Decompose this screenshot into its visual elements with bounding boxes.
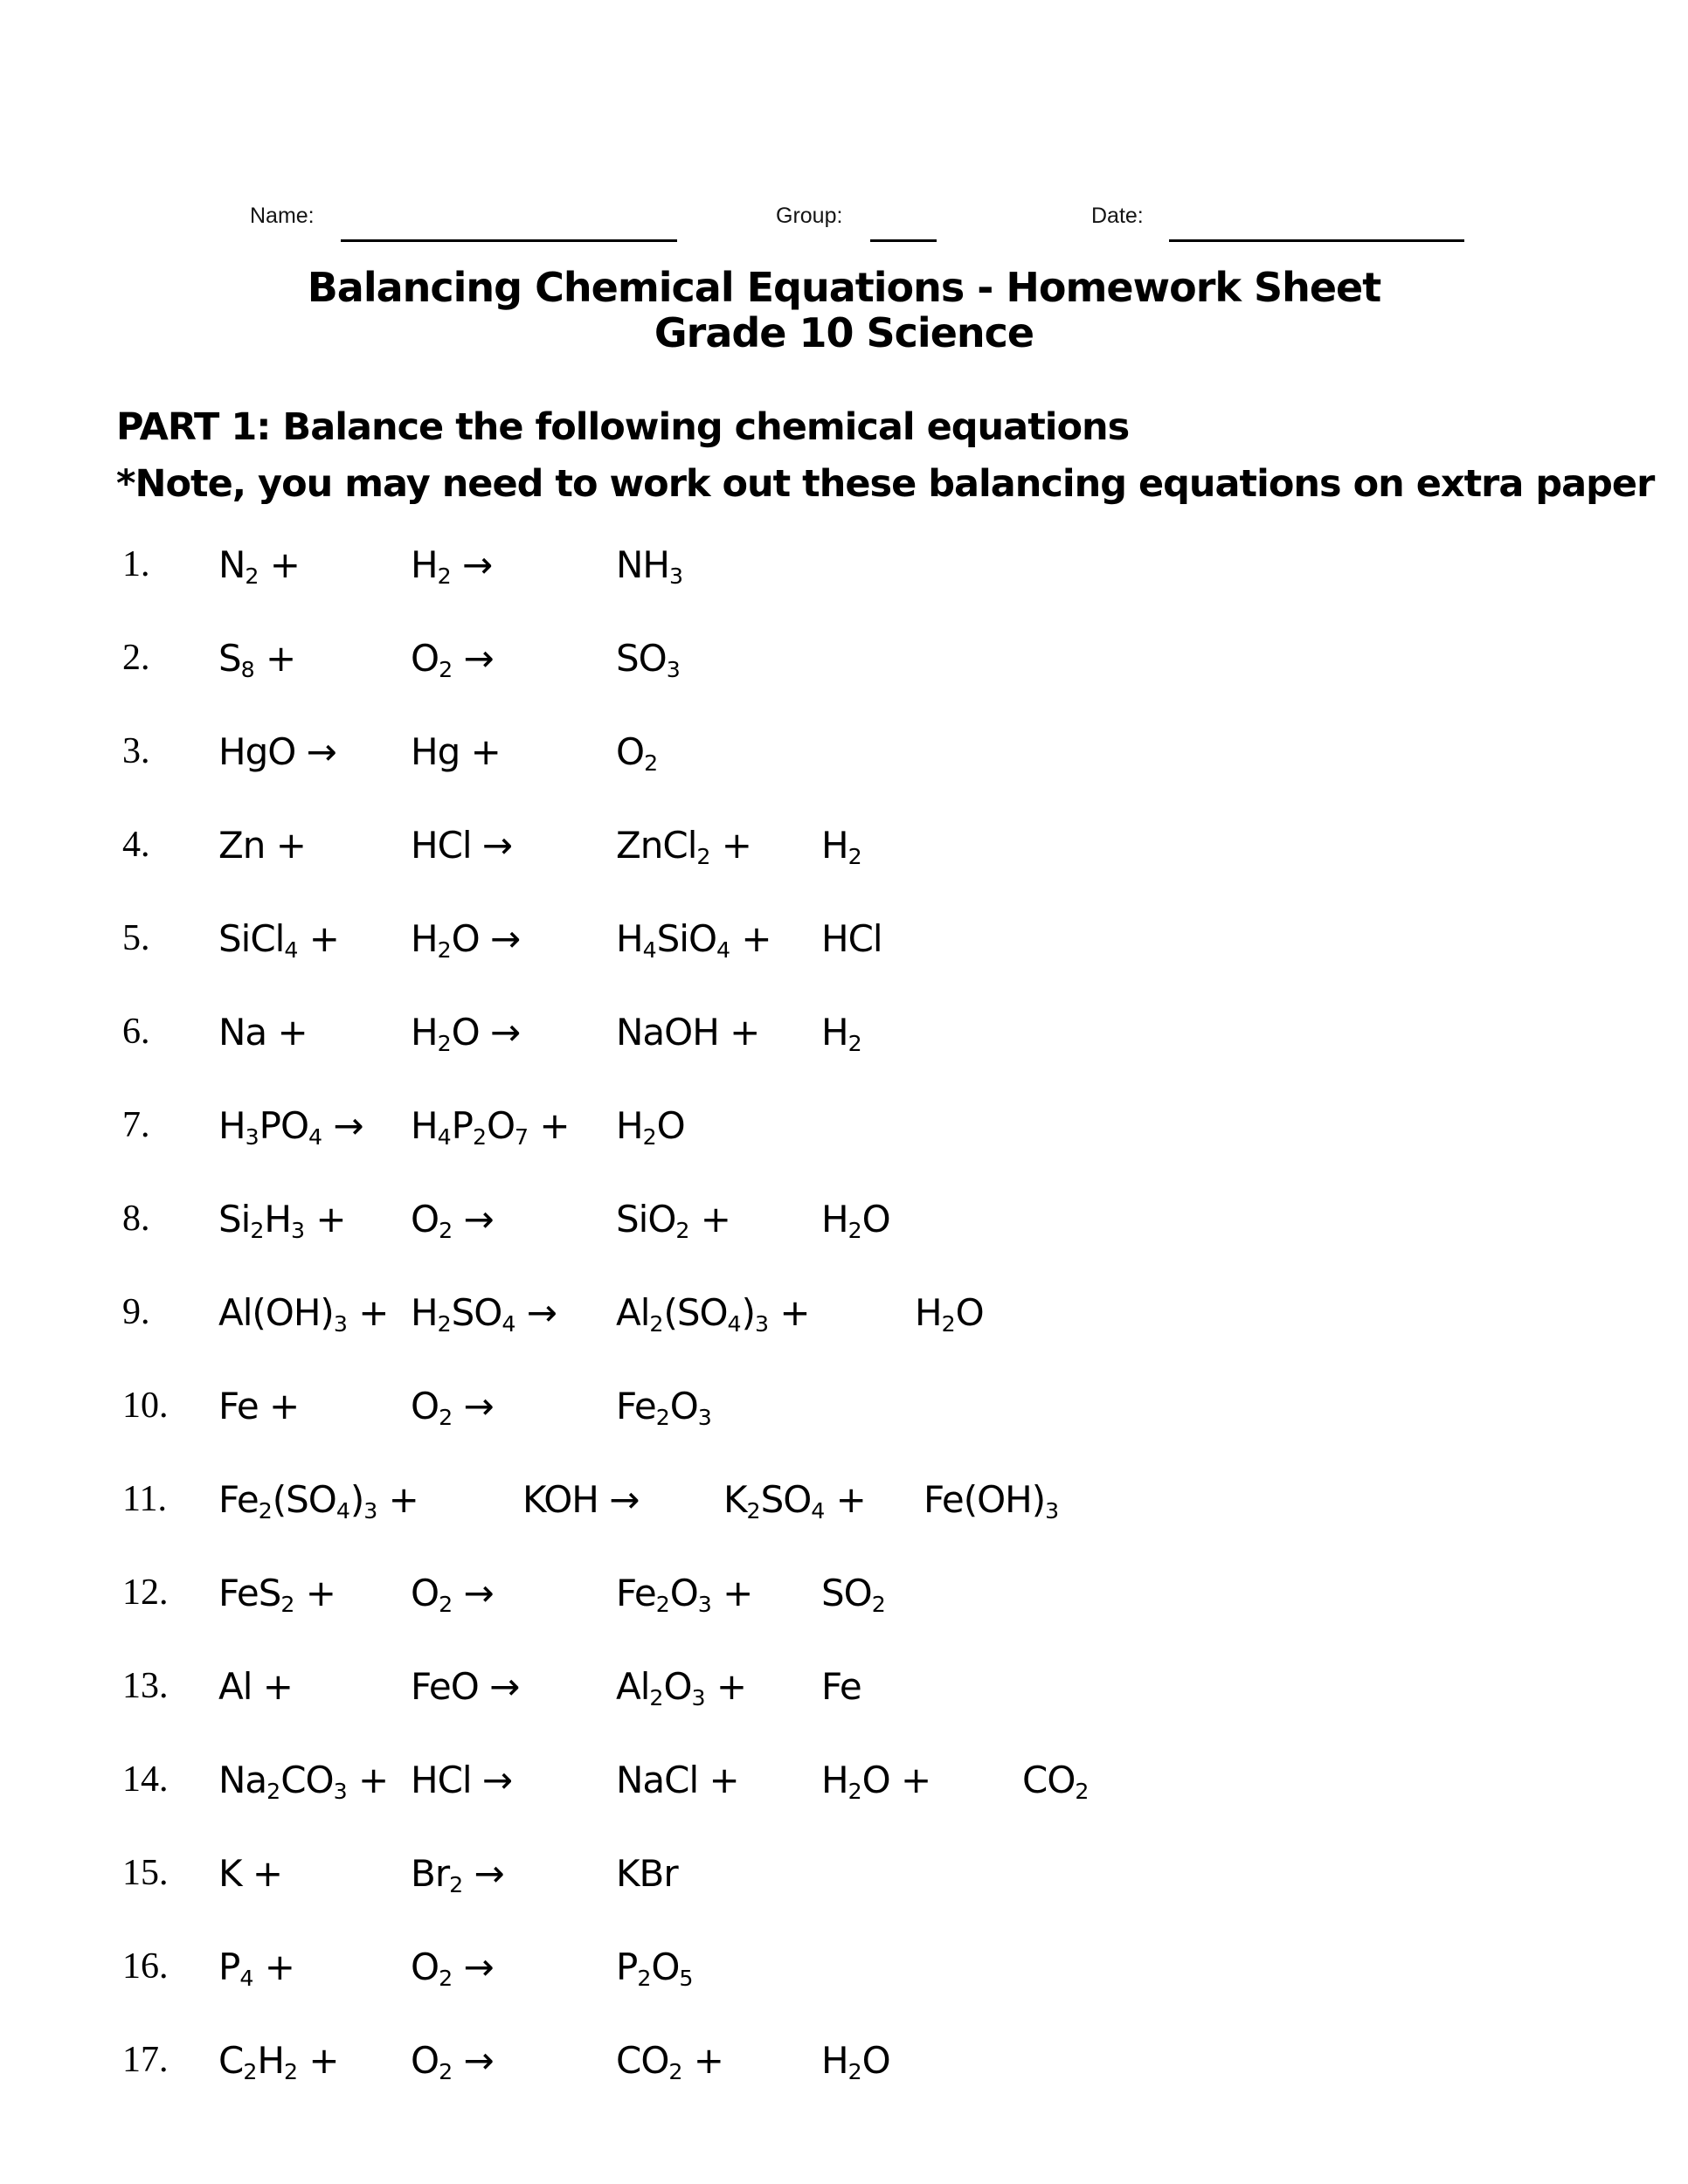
page-title (0, 265, 1688, 356)
equation-row (0, 1946, 1688, 2008)
equation-row (0, 917, 1688, 980)
group-field-line[interactable] (870, 211, 937, 242)
equation-term: $H_2O$ (821, 1198, 890, 1244)
equation-number: 1. (122, 544, 150, 584)
part1-heading: PART 1: Balance the following chemical equations (116, 405, 1130, 449)
equation-term: NaOH + (616, 1011, 760, 1054)
equation-row (0, 1759, 1688, 1821)
name-field-line[interactable] (341, 211, 677, 242)
equation-term: ZnCl$_2$ + (616, 824, 751, 870)
equation-term: $H_2O$ → (411, 1011, 521, 1057)
equation-term: $CO_2$ + (616, 2039, 723, 2085)
equation-term: $Al_2(SO_4)_3$ + (616, 1291, 810, 1337)
equation-row (0, 1478, 1688, 1541)
equation-number: 7. (122, 1105, 150, 1145)
equation-term: $O_2$ → (411, 1385, 494, 1431)
equation-term: $Al_2O_3$ + (616, 1665, 747, 1711)
equation-term: Hg + (411, 730, 501, 773)
equation-term: $H_2O$ (915, 1291, 984, 1337)
equation-term: HgO → (218, 730, 336, 773)
equation-term: $Br_2$ → (411, 1852, 504, 1898)
equation-term: $Fe(OH)_3$ (924, 1478, 1060, 1524)
equation-term: NaCl + (616, 1759, 739, 1801)
equation-term: $N_2$ + (218, 543, 300, 590)
equation-term: $P_2O_5$ (616, 1946, 694, 1992)
equation-term: $H_2O$ (616, 1104, 685, 1151)
equation-term: $P_4$ + (218, 1946, 294, 1992)
equation-row (0, 1104, 1688, 1167)
date-field-line[interactable] (1169, 211, 1464, 242)
equation-number: 15. (122, 1853, 169, 1893)
equation-row (0, 1665, 1688, 1728)
equation-row (0, 1385, 1688, 1448)
equation-term: $H_4SiO_4$ + (616, 917, 771, 964)
equation-term: $Fe_2O_3$ (616, 1385, 712, 1431)
equation-term: $H_2O$ → (411, 917, 521, 964)
name-label: Name: (250, 204, 315, 228)
equation-term: $Fe_2(SO_4)_3$ + (218, 1478, 419, 1524)
equation-number: 13. (122, 1666, 169, 1706)
equation-term: $O_2$ → (411, 2039, 494, 2085)
equation-term: $H_2SO_4$ → (411, 1291, 557, 1337)
equation-term: Na + (218, 1011, 308, 1054)
equation-number: 9. (122, 1292, 150, 1332)
equation-term: Zn + (218, 824, 306, 867)
equation-term: $Fe_2O_3$ + (616, 1572, 753, 1618)
equation-term: $O_2$ → (411, 1198, 494, 1244)
equation-row (0, 1852, 1688, 1915)
equation-number: 8. (122, 1199, 150, 1239)
equation-term: KOH → (522, 1478, 640, 1521)
equation-number: 6. (122, 1012, 150, 1052)
equation-term: $Al(OH)_3$ + (218, 1291, 389, 1337)
equation-row (0, 637, 1688, 700)
equation-number: 2. (122, 638, 150, 678)
equation-row (0, 730, 1688, 793)
equation-term: $SO_2$ (821, 1572, 886, 1618)
equation-row (0, 1572, 1688, 1635)
equation-term: $Si_2H_3$ + (218, 1198, 346, 1244)
equation-term: $H_2O$ (821, 2039, 890, 2085)
group-label: Group: (776, 204, 843, 228)
equation-number: 5. (122, 918, 150, 958)
equation-term: Fe (821, 1665, 861, 1708)
equation-term: SiO$_2$ + (616, 1198, 730, 1244)
equation-row (0, 543, 1688, 606)
equation-row (0, 824, 1688, 887)
equation-term: HCl → (411, 1759, 513, 1801)
equation-term: $H_2$ → (411, 543, 493, 590)
equation-term: SiCl$_4$ + (218, 917, 339, 964)
equation-term: $H_4P_2O_7$ + (411, 1104, 570, 1151)
equation-term: $Na_2CO_3$ + (218, 1759, 389, 1805)
equation-number: 4. (122, 825, 150, 865)
equation-term: $K_2SO_4$ + (723, 1478, 866, 1524)
equation-term: $H_2$ (821, 824, 862, 870)
equation-term: $O_2$ → (411, 1946, 494, 1992)
equation-number: 11. (122, 1479, 167, 1519)
equation-term: $O_2$ → (411, 1572, 494, 1618)
equation-number: 12. (122, 1572, 169, 1613)
equation-term: KBr (616, 1852, 678, 1895)
equation-row (0, 1011, 1688, 1074)
equation-term: $SO_3$ (616, 637, 681, 683)
equation-term: $S_8$ + (218, 637, 296, 683)
equation-number: 3. (122, 731, 150, 771)
equation-number: 16. (122, 1946, 169, 1987)
equation-term: $H_3PO_4$ → (218, 1104, 363, 1151)
page-title-line2: Grade 10 Science (654, 309, 1034, 356)
equation-term: Al + (218, 1665, 293, 1708)
equation-term: $O_2$ → (411, 637, 494, 683)
equation-term: $H_2O$ + (821, 1759, 931, 1805)
equation-term: $O_2$ (616, 730, 659, 777)
equation-term: FeO → (411, 1665, 520, 1708)
page-title-line1: Balancing Chemical Equations - Homework Sheet (307, 264, 1381, 311)
equation-row (0, 1198, 1688, 1261)
equation-number: 17. (122, 2040, 169, 2080)
equation-row (0, 1291, 1688, 1354)
equation-term: $NH_3$ (616, 543, 684, 590)
equation-term: K + (218, 1852, 283, 1895)
equation-term: $CO_2$ (1022, 1759, 1090, 1805)
equation-term: HCl → (411, 824, 513, 867)
equation-number: 10. (122, 1386, 169, 1426)
part1-note: *Note, you may need to work out these balancing equations on extra paper (116, 462, 1655, 506)
equation-row (0, 2039, 1688, 2102)
equation-term: HCl (821, 917, 882, 960)
equation-number: 14. (122, 1759, 169, 1800)
equation-term: FeS$_2$ + (218, 1572, 336, 1618)
date-label: Date: (1091, 204, 1144, 228)
equation-term: $H_2$ (821, 1011, 862, 1057)
equation-term: Fe + (218, 1385, 300, 1427)
equation-term: $C_2H_2$ + (218, 2039, 339, 2085)
